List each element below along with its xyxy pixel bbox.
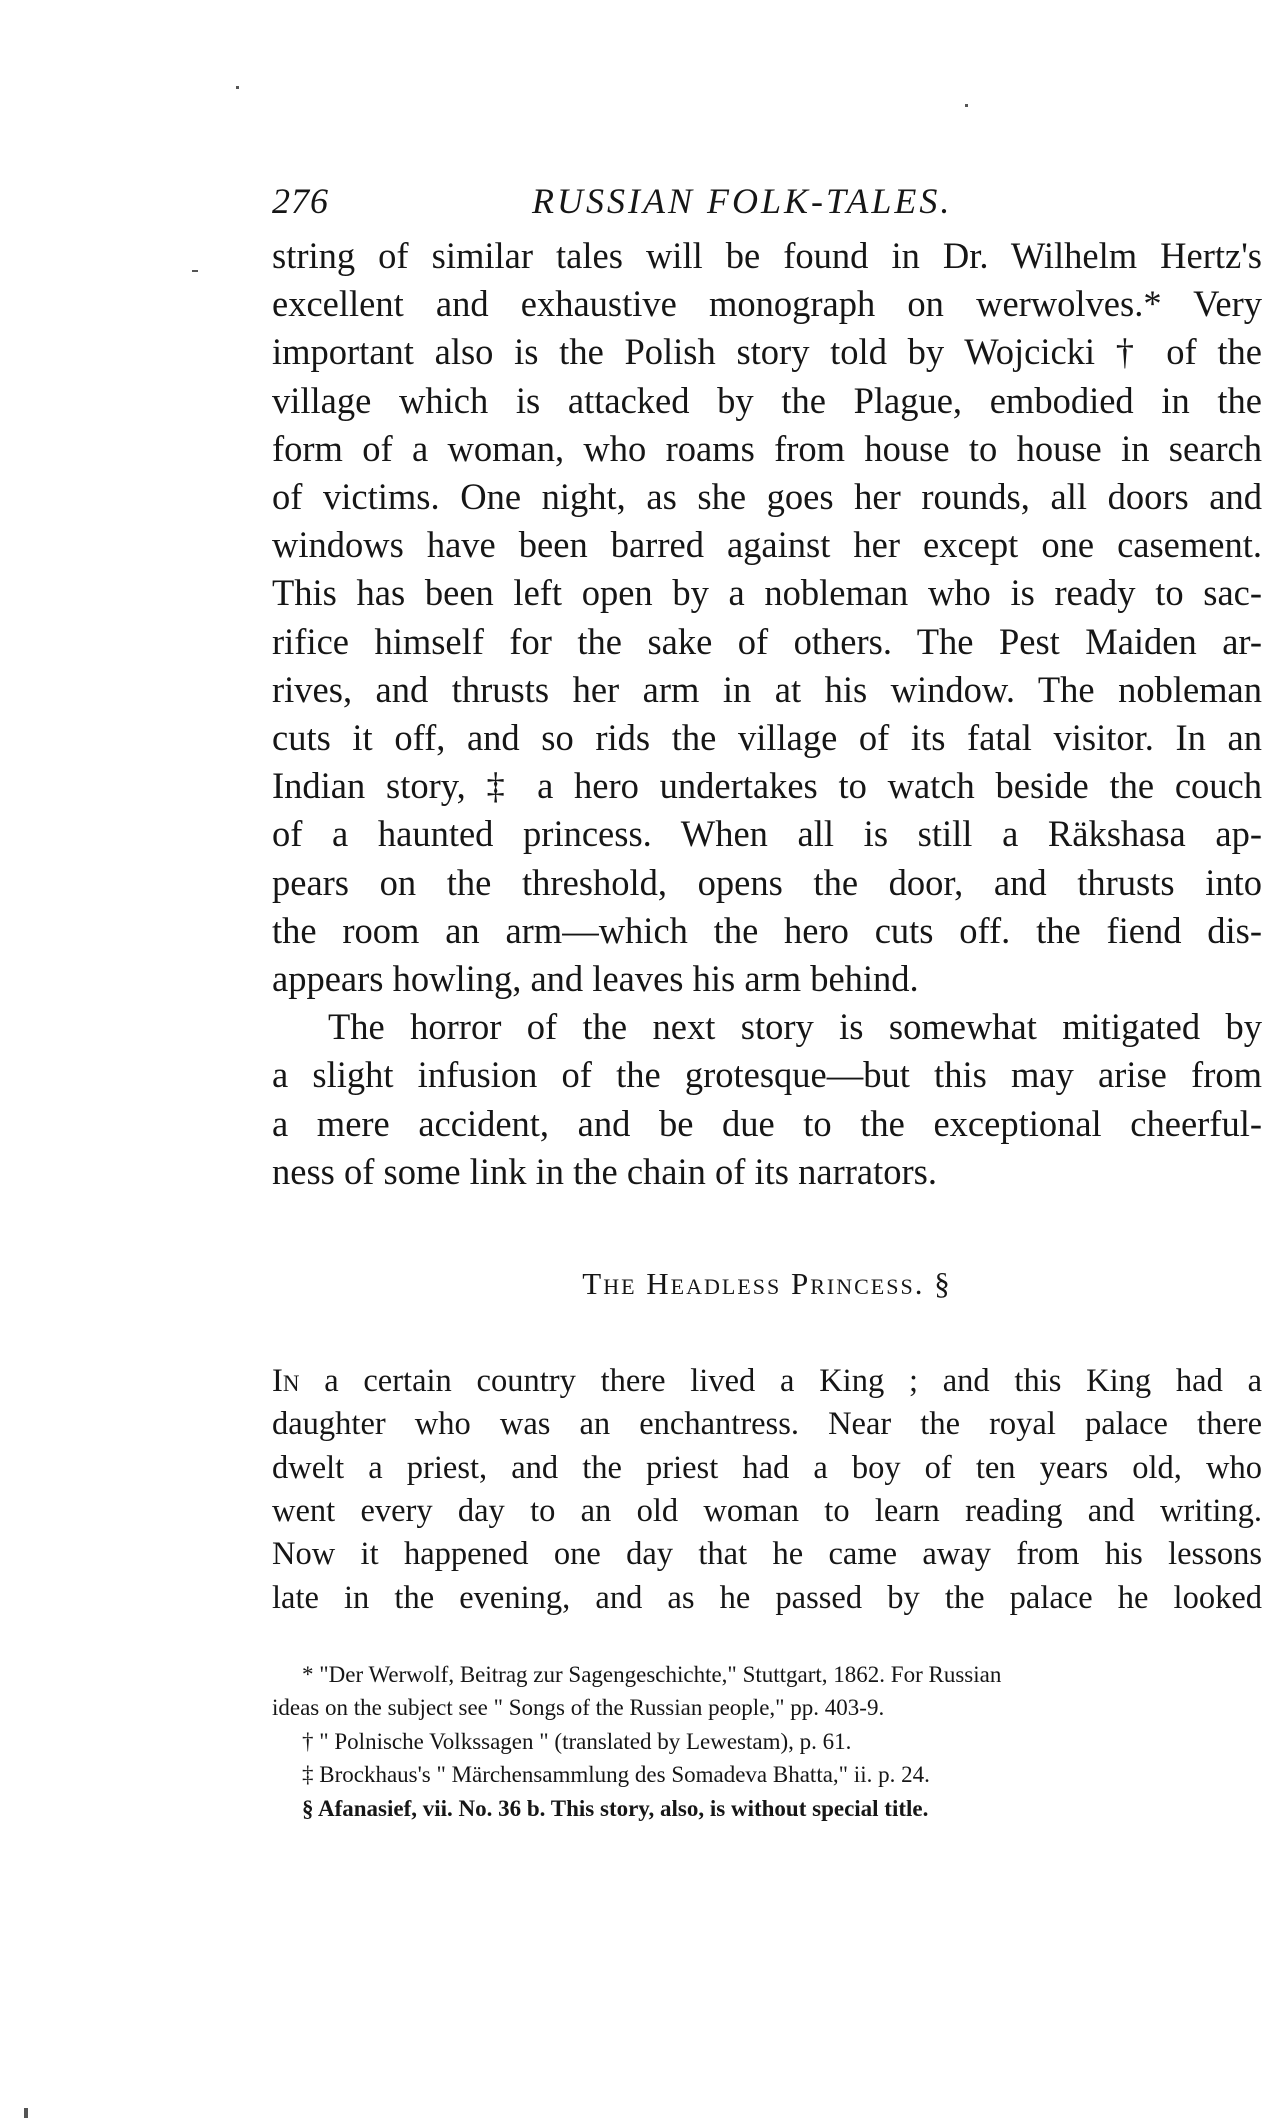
page-number: 276 [272, 181, 329, 221]
scan-mark-top-right [965, 104, 968, 107]
story-first-word: In [272, 1363, 300, 1400]
text-line: of a haunted princess. When all is still a Räkshasa ap- [272, 813, 1262, 855]
scan-mark-top [236, 86, 239, 89]
text-line: string of similar tales will be found in Dr. Wilhelm Hertz's [272, 235, 1262, 276]
footnotes [272, 1658, 1262, 1826]
text-line: ness of some link in the chain of its narrators. [272, 1150, 937, 1192]
running-title: RUSSIAN FOLK-TALES. [532, 181, 953, 221]
text-line: Now it happened one day that he came away from his lessons [272, 1536, 1262, 1573]
footnote-3: ‡ Brockhaus's " Märchensammlung des Somadeva Bhatta," ii. p. 24. [302, 1762, 930, 1788]
text-line: dwelt a priest, and the priest had a boy of ten years old, who [272, 1449, 1262, 1486]
text-line [272, 1360, 1262, 1403]
story-paragraph [272, 1360, 1262, 1620]
text-line: village which is attacked by the Plague, embodied in the [272, 379, 1262, 421]
text-line: rives, and thrusts her arm in at his window. The nobleman [272, 668, 1262, 710]
scan-mark-bottom [24, 2108, 28, 2118]
story-line-rest: a certain country there lived a King ; and this King had a [299, 1363, 1262, 1400]
paragraph-werwolves [272, 232, 1262, 1003]
footnote-1: * "Der Werwolf, Beitrag zur Sagengeschichte," Stuttgart, 1862. For Russian [302, 1661, 1002, 1687]
page-header [272, 170, 1262, 232]
text-line: The horror of the next story is somewhat mitigated by [328, 1006, 1262, 1048]
text-line: of victims. One night, as she goes her rounds, all doors and [272, 476, 1262, 518]
text-line: important also is the Polish story told by Wojcicki † of the [272, 331, 1262, 373]
text-line: a mere accident, and be due to the exceptional cheerful- [272, 1102, 1262, 1144]
text-line: daughter who was an enchantress. Near the royal palace there [272, 1406, 1262, 1443]
text-line: windows have been barred against her except one casement. [272, 524, 1262, 566]
scan-mark-left [192, 270, 198, 272]
text-line: the room an arm—which the hero cuts off. the fiend dis- [272, 909, 1262, 951]
text-line: appears howling, and leaves his arm behind. [272, 958, 919, 1000]
paragraph-next-story [272, 1003, 1262, 1196]
text-line: went every day to an old woman to learn reading and writing. [272, 1492, 1262, 1529]
footnote-4: § Afanasief, vii. No. 36 b. This story, also, is without special title. [302, 1795, 929, 1821]
text-line: a slight infusion of the grotesque—but this may arise from [272, 1054, 1262, 1096]
text-line: rifice himself for the sake of others. The Pest Maiden ar- [272, 620, 1262, 662]
text-line: excellent and exhaustive monograph on werwolves.* Very [272, 283, 1262, 325]
text-line: late in the evening, and as he passed by the palace he looked [272, 1579, 1262, 1616]
footnote-2: † " Polnische Volkssagen " (translated by Lewestam), p. 61. [302, 1728, 852, 1754]
text-line: cuts it off, and so rids the village of its fatal visitor. In an [272, 717, 1262, 759]
text-line: pears on the threshold, opens the door, and thrusts into [272, 861, 1262, 903]
text-line: Indian story, ‡ a hero undertakes to watch beside the couch [272, 765, 1262, 807]
book-page [272, 170, 1262, 1825]
section-title: The Headless Princess. § [582, 1266, 952, 1302]
text-line: This has been left open by a nobleman who is ready to sac- [272, 572, 1262, 614]
footnote-1-continued: ideas on the subject see " Songs of the Russian people," pp. 403-9. [272, 1695, 885, 1721]
text-line: form of a woman, who roams from house to house in search [272, 427, 1262, 469]
